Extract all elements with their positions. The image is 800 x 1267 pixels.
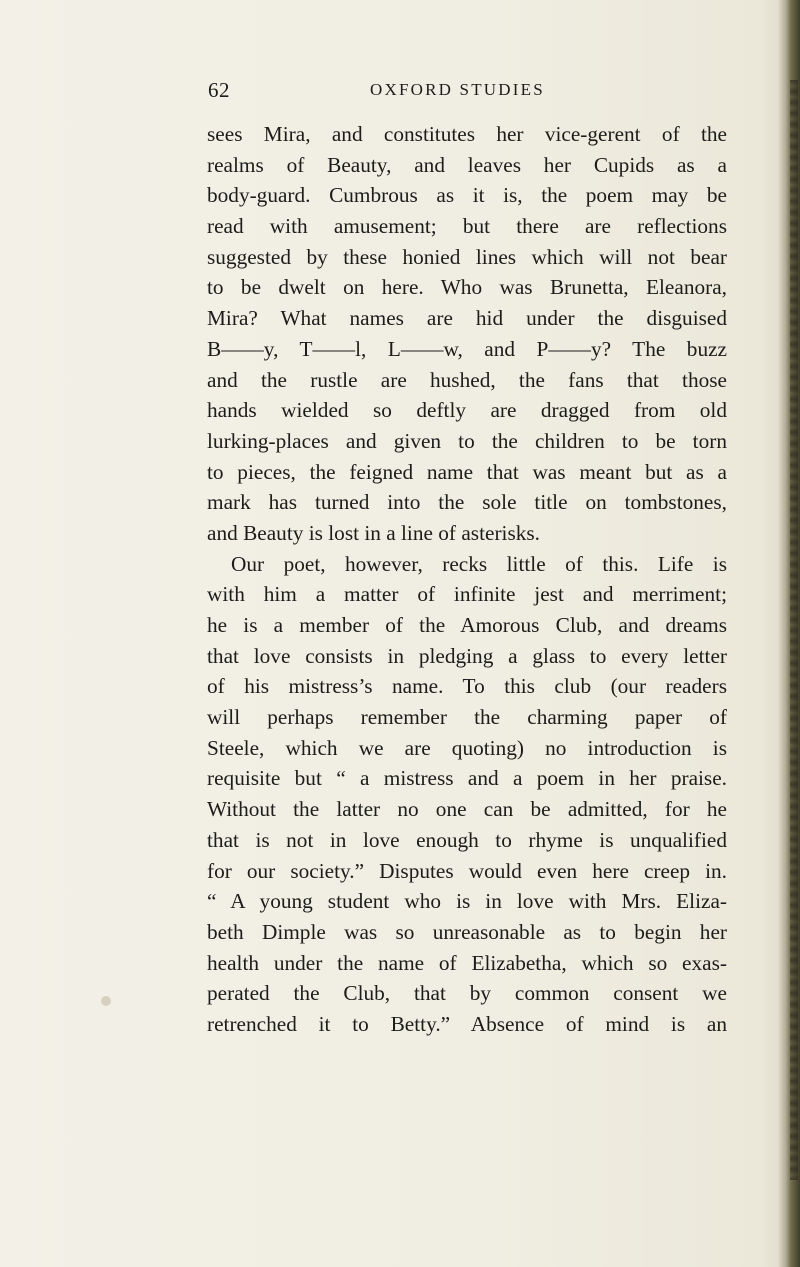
text-line: read with amusement; but there are reflections xyxy=(207,214,727,239)
text-line: Mira? What names are hid under the disguised xyxy=(207,306,727,331)
text-line: requisite but “ a mistress and a poem in her praise. xyxy=(207,766,727,791)
text-line: B——y, T——l, L——w, and P——y? The buzz xyxy=(207,336,727,361)
text-line: mark has turned into the sole title on tombstones, xyxy=(207,490,727,515)
text-line: “ A young student who is in love with Mrs. Eliza- xyxy=(207,889,727,914)
paper-stain xyxy=(101,996,111,1006)
text-line: with him a matter of infinite jest and merriment; xyxy=(207,582,727,607)
page-binding-edge xyxy=(778,0,800,1267)
text-line: perated the Club, that by common consent we xyxy=(207,981,727,1006)
text-line: and Beauty is lost in a line of asterisks. xyxy=(207,520,541,545)
text-line: hands wielded so deftly are dragged from old xyxy=(207,398,727,423)
text-line: and the rustle are hushed, the fans that those xyxy=(207,367,727,392)
text-line: realms of Beauty, and leaves her Cupids as a xyxy=(207,152,727,177)
text-line: health under the name of Elizabetha, which so exas- xyxy=(207,950,727,975)
text-line: suggested by these honied lines which will not bear xyxy=(207,244,727,269)
text-line: sees Mira, and constitutes her vice-gerent of the xyxy=(207,122,727,146)
text-line: retrenched it to Betty.” Absence of mind is an xyxy=(207,1011,727,1036)
text-line: to pieces, the feigned name that was meant but as a xyxy=(207,459,727,484)
text-line: lurking-places and given to the children to be torn xyxy=(207,428,727,453)
text-line: that love consists in pledging a glass to every letter xyxy=(207,643,727,668)
page-number: 62 xyxy=(208,78,230,102)
body-text xyxy=(207,119,727,1040)
text-line: Without the latter no one can be admitted, for he xyxy=(207,797,727,822)
text-line: to be dwelt on here. Who was Brunetta, Eleanora, xyxy=(207,275,727,300)
text-line: beth Dimple was so unreasonable as to begin her xyxy=(207,919,727,944)
text-line: he is a member of the Amorous Club, and dreams xyxy=(207,613,727,637)
text-line: body-guard. Cumbrous as it is, the poem may be xyxy=(207,183,727,208)
running-head: OXFORD STUDIES xyxy=(370,80,545,99)
page-header xyxy=(208,78,738,108)
text-line: Steele, which we are quoting) no introduction is xyxy=(207,735,727,760)
text-line: of his mistress’s name. To this club (our readers xyxy=(207,674,727,699)
text-line: for our society.” Disputes would even here creep in. xyxy=(207,858,727,883)
text-line: that is not in love enough to rhyme is unqualified xyxy=(207,827,727,852)
text-line: Our poet, however, recks little of this. Life is xyxy=(231,551,727,576)
text-line: will perhaps remember the charming paper of xyxy=(207,705,727,730)
